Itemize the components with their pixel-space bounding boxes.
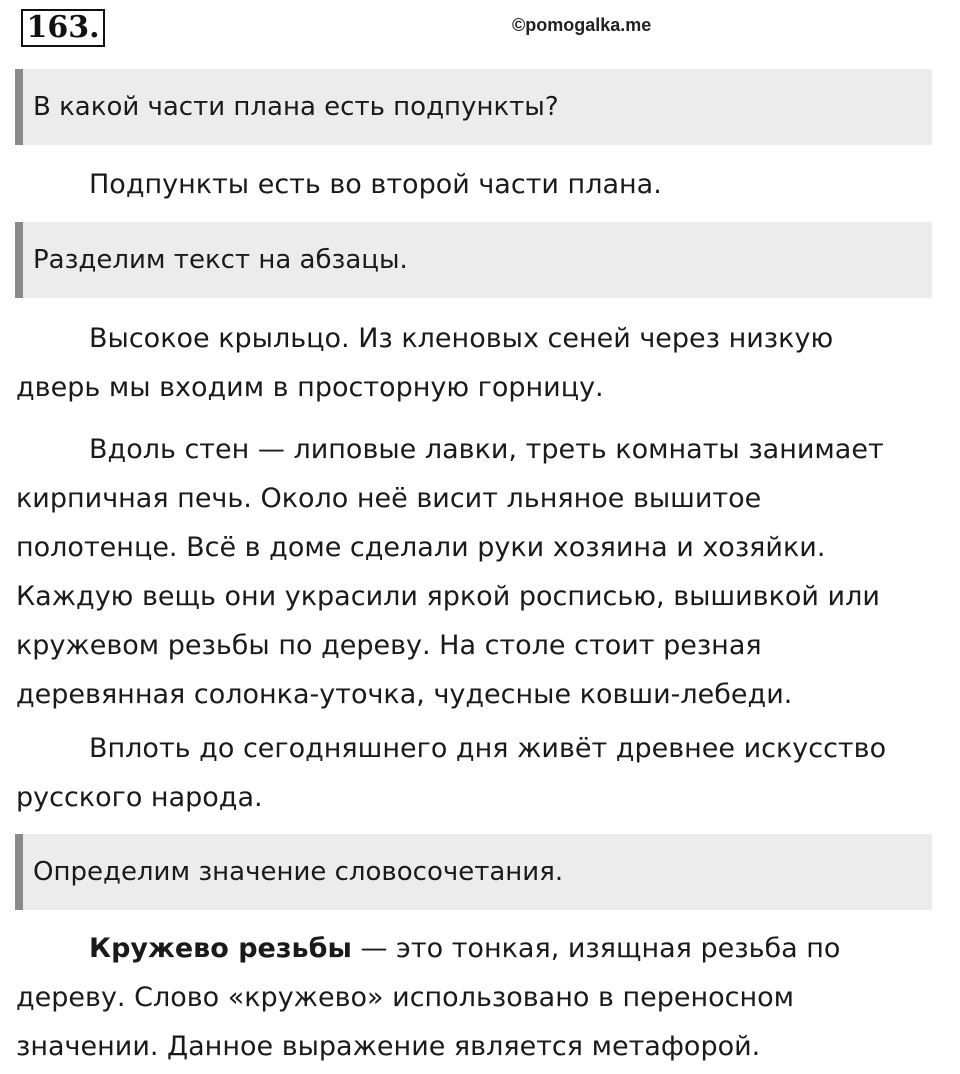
question-2-text: Разделим текст на абзацы. <box>33 245 408 275</box>
paragraph-2-line: полотенце. Всё в доме сделали руки хозяина и хозяйки. <box>16 532 826 563</box>
answer-1 <box>16 160 944 209</box>
paragraph-1-line: дверь мы входим в просторную горницу. <box>16 372 604 403</box>
paragraph-2-line: кирпичная печь. Около неё висит льняное вышитое <box>16 483 762 514</box>
definition-paragraph <box>16 924 944 1071</box>
paragraph-2-line: деревянная солонка-уточка, чудесные ковши-лебеди. <box>16 679 793 710</box>
text-paragraph-3 <box>16 724 944 822</box>
task-number: 163. <box>21 9 105 47</box>
paragraph-2-line: кружевом резьбы по дереву. На столе стоит резная <box>16 630 762 661</box>
question-box-1 <box>15 69 932 145</box>
paragraph-2-line: Вдоль стен — липовые лавки, треть комнаты занимает <box>89 434 884 465</box>
paragraph-3-line: русского народа. <box>16 782 263 813</box>
question-box-3 <box>15 834 932 910</box>
answer-1-text: Подпункты есть во второй части плана. <box>89 169 662 200</box>
paragraph-3-line: Вплоть до сегодняшнего дня живёт древнее искусство <box>89 733 887 764</box>
question-3-text: Определим значение словосочетания. <box>33 857 564 887</box>
definition-line: дереву. Слово «кружево» использовано в переносном <box>16 982 795 1013</box>
text-paragraph-1 <box>16 314 944 412</box>
text-paragraph-2 <box>16 425 944 719</box>
defined-term: Кружево резьбы <box>89 933 352 964</box>
question-1-text: В какой части плана есть подпункты? <box>33 92 559 122</box>
question-box-2 <box>15 222 932 298</box>
watermark: ©pomogalka.me <box>512 15 652 35</box>
paragraph-2-line: Каждую вещь они украсили яркой росписью, вышивкой или <box>16 581 880 612</box>
definition-line: — это тонкая, изящная резьба по <box>351 933 841 964</box>
paragraph-1-line: Высокое крыльцо. Из кленовых сеней через низкую <box>89 323 834 354</box>
definition-line: значении. Данное выражение является метафорой. <box>16 1031 761 1062</box>
